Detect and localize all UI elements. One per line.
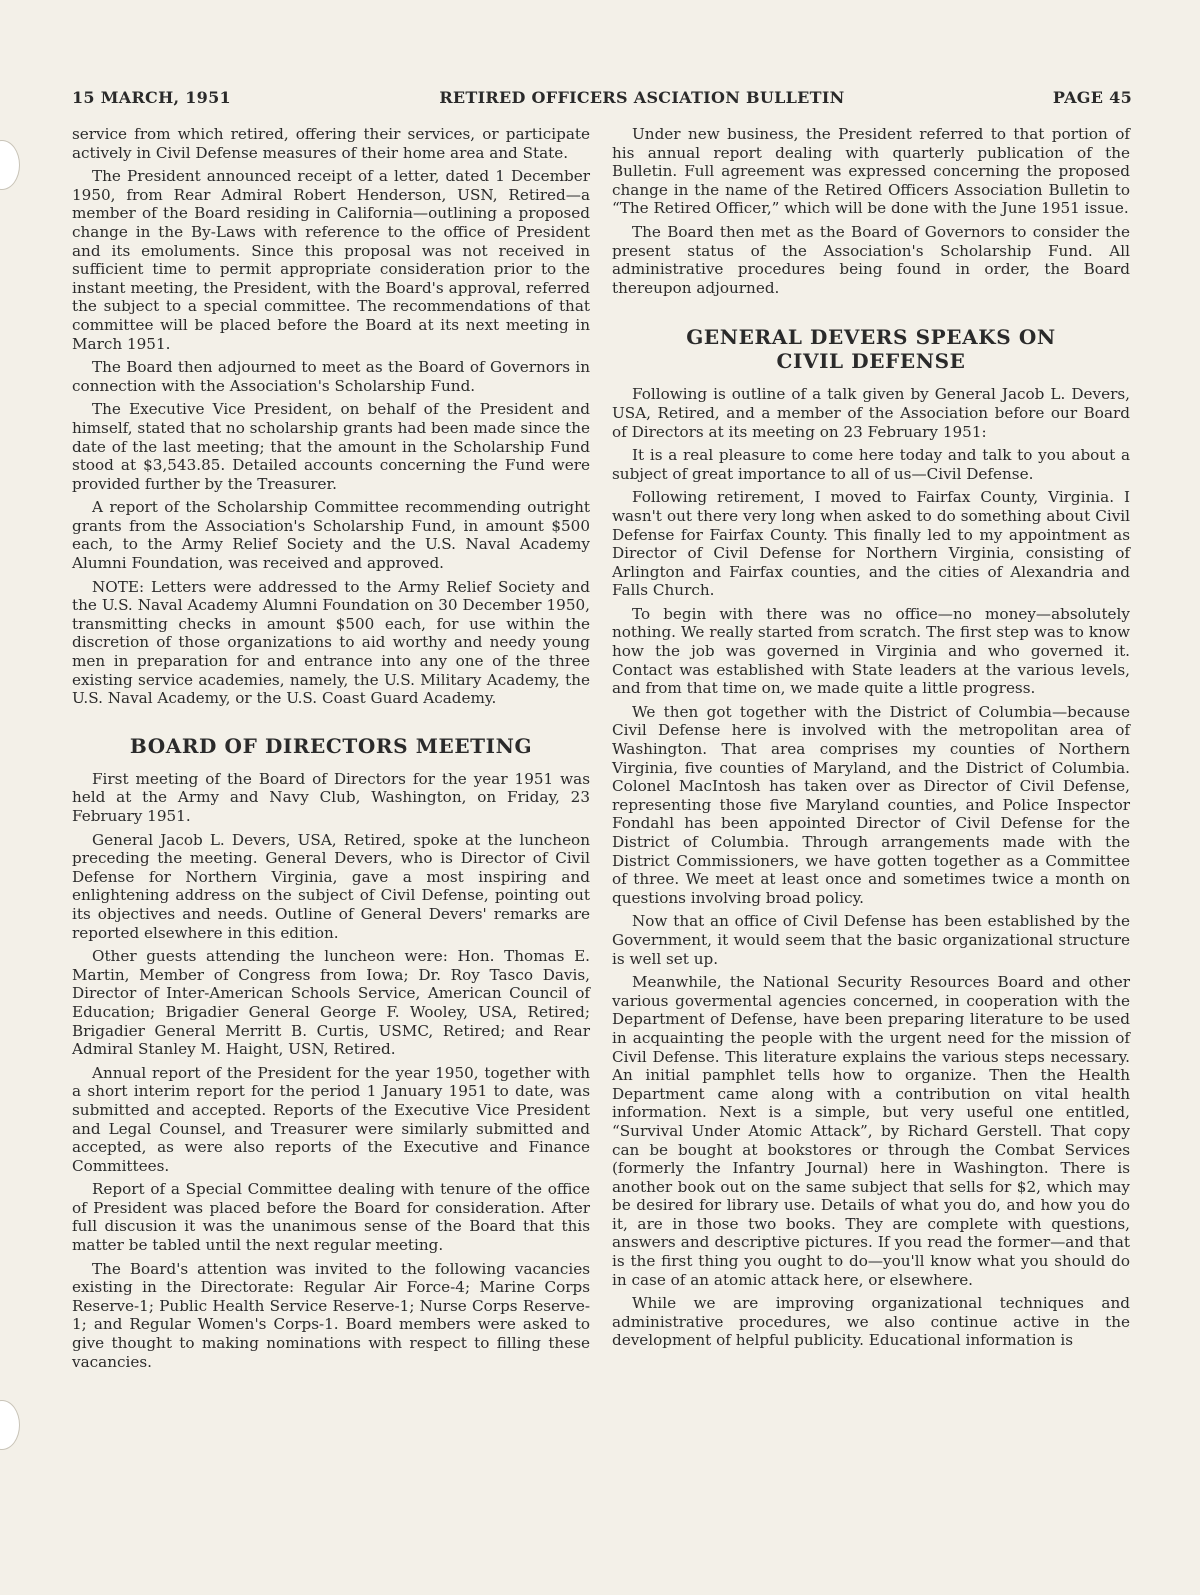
paragraph: Meanwhile, the National Security Resources Board and other various govermental agencies concerned, in cooperation with the Department of Defense, have been preparing literature to be used in acquainting the people with the urgent need for the mission of Civil Defense. This literature explains the various steps necessary. An initial pamphlet tells how to organize. Then the Health Department came along with a contribution on vital health information. Next is a simple, but very useful one entitled, “Survival Under Atomic Attack”, by Richard Gerstell. That copy can be bought at bookstores or through the Combat Services (formerly the Infantry Journal) here in Washington. There is another book out on the same subject that sells for $2, which may be desired for library use. Details of what you do, and how you do it, are in those two books. They are complete with questions, answers and descriptive pictures. If you read the former—and that is the first thing you ought to do—you'll know what you should do in case of an atomic attack here, or elsewhere. [612,973,1130,1289]
section-heading: BOARD OF DIRECTORS MEETING [129,733,533,758]
paragraph: The Board then adjourned to meet as the Board of Governors in connection with the Association's Scholarship Fund. [72,358,590,395]
paragraph: The Board's attention was invited to the following vacancies existing in the Directorate: Regular Air Force-4; Marine Corps Reserve-1; Public Health Service Reserve-1; Nurse Corps Reserve-1; and Regular Women's Corps-1. Board members were asked to give thought to making nominations with respect to filling these vacancies. [72,1259,590,1371]
paragraph: First meeting of the Board of Directors for the year 1951 was held at the Army and Navy Club, Washington, on Friday, 23 February 1951. [72,769,590,825]
paragraph: NOTE: Letters were addressed to the Army Relief Society and the U.S. Naval Academy Alumni Foundation on 30 December 1950, transmitting checks in amount $500 each, for use within the discretion of those organizations to aid worthy and needy young men in preparation for and entrance into any one of the three existing service academies, namely, the U.S. Military Academy, the U.S. Naval Academy, or the U.S. Coast Guard Academy. [72,577,590,708]
publication-title: RETIRED OFFICERS ASCIATION BULLETIN [439,88,845,107]
binder-hole [0,140,20,190]
paragraph: General Jacob L. Devers, USA, Retired, spoke at the luncheon preceding the meeting. General Devers, who is Director of Civil Defense for Northern Virginia, gave a most inspiring and enlightening address on the subject of Civil Defense, pointing out its objectives and needs. Outline of General Devers' remarks are reported elsewhere in this edition. [72,830,590,942]
paragraph: Annual report of the President for the year 1950, together with a short interim report for the period 1 January 1951 to date, was submitted and accepted. Reports of the Executive Vice President and Legal Counsel, and Treasurer were similarly submitted and accepted, as were also reports of the Executive and Finance Committees. [72,1063,590,1175]
paragraph: While we are improving organizational techniques and administrative procedures, we also continue active in the development of helpful publicity. Educational information is [612,1294,1130,1350]
section-heading [612,325,1130,373]
paragraph: Now that an office of Civil Defense has been established by the Government, it would seem that the basic organizational structure is well set up. [612,912,1130,968]
paragraph: A report of the Scholarship Committee recommending outright grants from the Association's Scholarship Fund, in amount $500 each, to the Army Relief Society and the U.S. Naval Academy Alumni Foundation, was received and approved. [72,498,590,573]
paragraph: Following retirement, I moved to Fairfax County, Virginia. I wasn't out there very long when asked to do something about Civil Defense for Fairfax County. This finally led to my appointment as Director of Civil Defense for Northern Virginia, consisting of Arlington and Fairfax counties, and the cities of Alexandria and Falls Church. [612,488,1130,600]
issue-date: 15 MARCH, 1951 [72,88,231,107]
paragraph: Report of a Special Committee dealing with tenure of the office of President was placed before the Board for consideration. After full discusion it was the unanimous sense of the Board that this matter be tabled until the next regular meeting. [72,1180,590,1255]
paragraph: The President announced receipt of a letter, dated 1 December 1950, from Rear Admiral Robert Henderson, USN, Retired—a member of the Board residing in California—outlining a proposed change in the By-Laws with reference to the office of President and its emoluments. Since this proposal was not received in sufficient time to permit appropriate consideration prior to the instant meeting, the President, with the Board's approval, referred the subject to a special committee. The recommendations of that committee will be placed before the Board at its next meeting in March 1951. [72,167,590,353]
paragraph: The Executive Vice President, on behalf of the President and himself, stated that no scholarship grants had been made since the date of the last meeting; that the amount in the Scholarship Fund stood at $3,543.85. Detailed accounts concerning the Fund were provided further by the Treasurer. [72,400,590,493]
paragraph: To begin with there was no office—no money—absolutely nothing. We really started from scratch. The first step was to know how the job was governed in Virginia and who governed it. Contact was established with State leaders at the various levels, and from that time on, we made quite a little progress. [612,604,1130,698]
paragraph: It is a real pleasure to come here today and talk to you about a subject of great importance to all of us—Civil Defense. [612,446,1130,483]
page-number: PAGE 45 [1052,88,1132,107]
binder-hole [0,1400,20,1450]
running-header [72,88,1132,107]
paragraph: service from which retired, offering their services, or participate actively in Civil Defense measures of their home area and State. [72,125,590,162]
paragraph: The Board then met as the Board of Governors to consider the present status of the Association's Scholarship Fund. All administrative procedures being found in order, the Board thereupon adjourned. [612,222,1130,297]
left-column [72,125,590,1376]
heading-line: CIVIL DEFENSE [776,349,966,374]
right-column [612,125,1130,1355]
paragraph: We then got together with the District of Columbia—because Civil Defense here is involved with the metropolitan area of Washington. That area comprises my counties of Northern Virginia, five counties of Maryland, and the District of Columbia. Colonel MacIntosh has taken over as Director of Civil Defense, representing those five Maryland counties, and Police Inspector Fondahl has been appointed Director of Civil Defense for the District of Columbia. Through arrangements made with the District Commissioners, we have gotten together as a Committee of three. We meet at least once and sometimes twice a month on questions involving broad policy. [612,702,1130,907]
paragraph: Under new business, the President referred to that portion of his annual report dealing with quarterly publication of the Bulletin. Full agreement was expressed concerning the proposed change in the name of the Retired Officers Association Bulletin to “The Retired Officer,” which will be done with the June 1951 issue. [612,125,1130,218]
paragraph: Other guests attending the luncheon were: Hon. Thomas E. Martin, Member of Congress from Iowa; Dr. Roy Tasco Davis, Director of Inter-American Schools Service, American Council of Education; Brigadier General George F. Wooley, USA, Retired; Brigadier General Merritt B. Curtis, USMC, Retired; and Rear Admiral Stanley M. Haight, USN, Retired. [72,947,590,1059]
paragraph: Following is outline of a talk given by General Jacob L. Devers, USA, Retired, and a member of the Association before our Board of Directors at its meeting on 23 February 1951: [612,385,1130,441]
heading-line: GENERAL DEVERS SPEAKS ON [686,325,1056,350]
